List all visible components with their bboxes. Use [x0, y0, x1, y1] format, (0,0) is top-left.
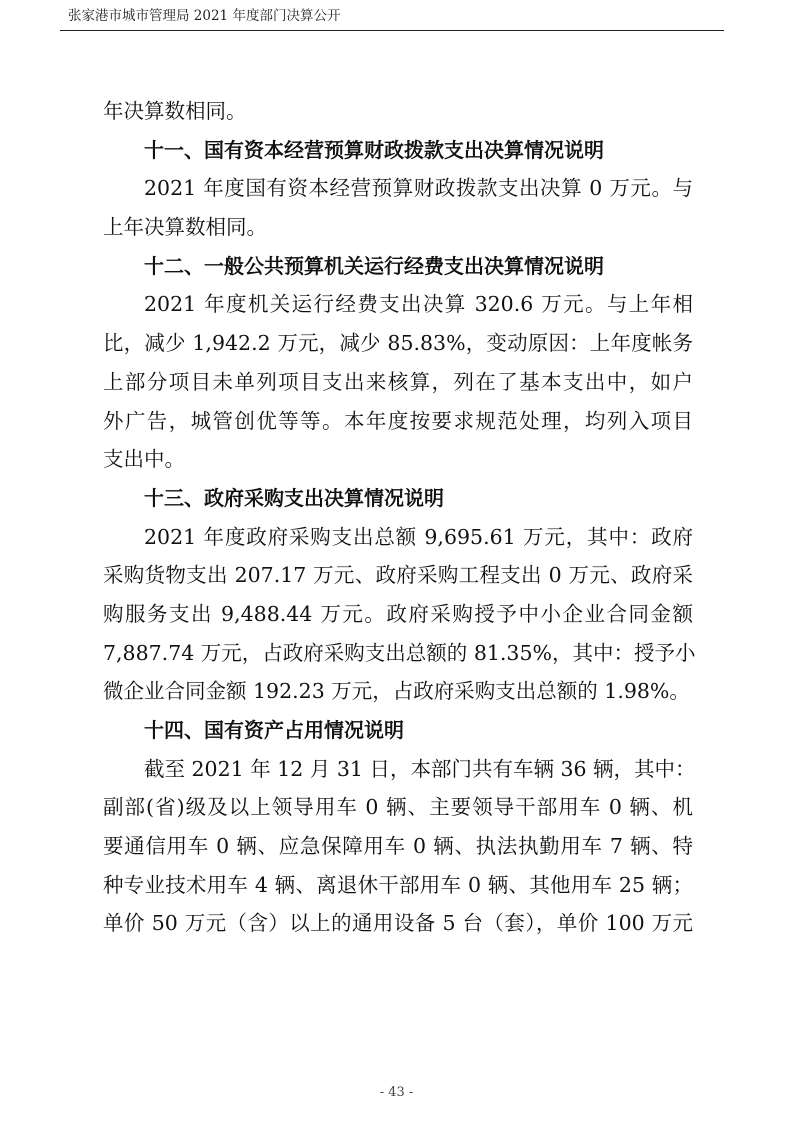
text-line: 种专业技术用车 4 辆、离退休干部用车 0 辆、其他用车 25 辆； — [103, 872, 693, 897]
text-line: 上部分项目未单列项目支出来核算，列在了基本支出中，如户 — [103, 369, 693, 394]
text-line: 微企业合同金额 192.23 万元，占政府采购支出总额的 1.98%。 — [103, 679, 690, 704]
header-title: 张家港市城市管理局 2021 年度部门决算公开 — [68, 8, 341, 24]
text-line: 采购货物支出 207.17 万元、政府采购工程支出 0 万元、政府采 — [103, 563, 693, 588]
text-line: 截至 2021 年 12 月 31 日，本部门共有车辆 36 辆，其中： — [144, 756, 696, 781]
document-body — [103, 92, 696, 943]
text-line: 外广告，城管创优等等。本年度按要求规范处理，均列入项目 — [103, 408, 693, 433]
text-line: 上年决算数相同。 — [103, 215, 267, 240]
page-header — [60, 0, 724, 31]
text-line: 要通信用车 0 辆、应急保障用车 0 辆、执法执勤用车 7 辆、特 — [103, 834, 693, 859]
text-line: 年决算数相同。 — [103, 99, 247, 123]
section-12-heading: 十二、一般公共预算机关运行经费支出决算情况说明 — [144, 253, 604, 278]
text-line: 单价 50 万元（含）以上的通用设备 5 台（套），单价 100 万元 — [103, 911, 693, 936]
text-line: 购服务支出 9,488.44 万元。政府采购授予中小企业合同金额 — [103, 601, 693, 626]
page-number: - 43 - — [379, 1085, 414, 1100]
text-line: 副部(省)级及以上领导用车 0 辆、主要领导干部用车 0 辆、机 — [103, 795, 693, 820]
text-line: 7,887.74 万元，占政府采购支出总额的 81.35%，其中：授予小 — [103, 640, 696, 665]
section-11-heading: 十一、国有资本经营预算财政拨款支出决算情况说明 — [144, 137, 604, 162]
text-line: 2021 年度国有资本经营预算财政拨款支出决算 0 万元。与 — [144, 176, 693, 201]
text-line: 支出中。 — [103, 447, 185, 472]
text-line: 2021 年度政府采购支出总额 9,695.61 万元，其中：政府 — [144, 524, 693, 549]
text-line: 2021 年度机关运行经费支出决算 320.6 万元。与上年相 — [144, 292, 693, 317]
section-13-heading: 十三、政府采购支出决算情况说明 — [144, 485, 444, 510]
section-14-heading: 十四、国有资产占用情况说明 — [144, 718, 404, 742]
text-line: 比，减少 1,942.2 万元，减少 85.83%，变动原因：上年度帐务 — [103, 331, 693, 356]
